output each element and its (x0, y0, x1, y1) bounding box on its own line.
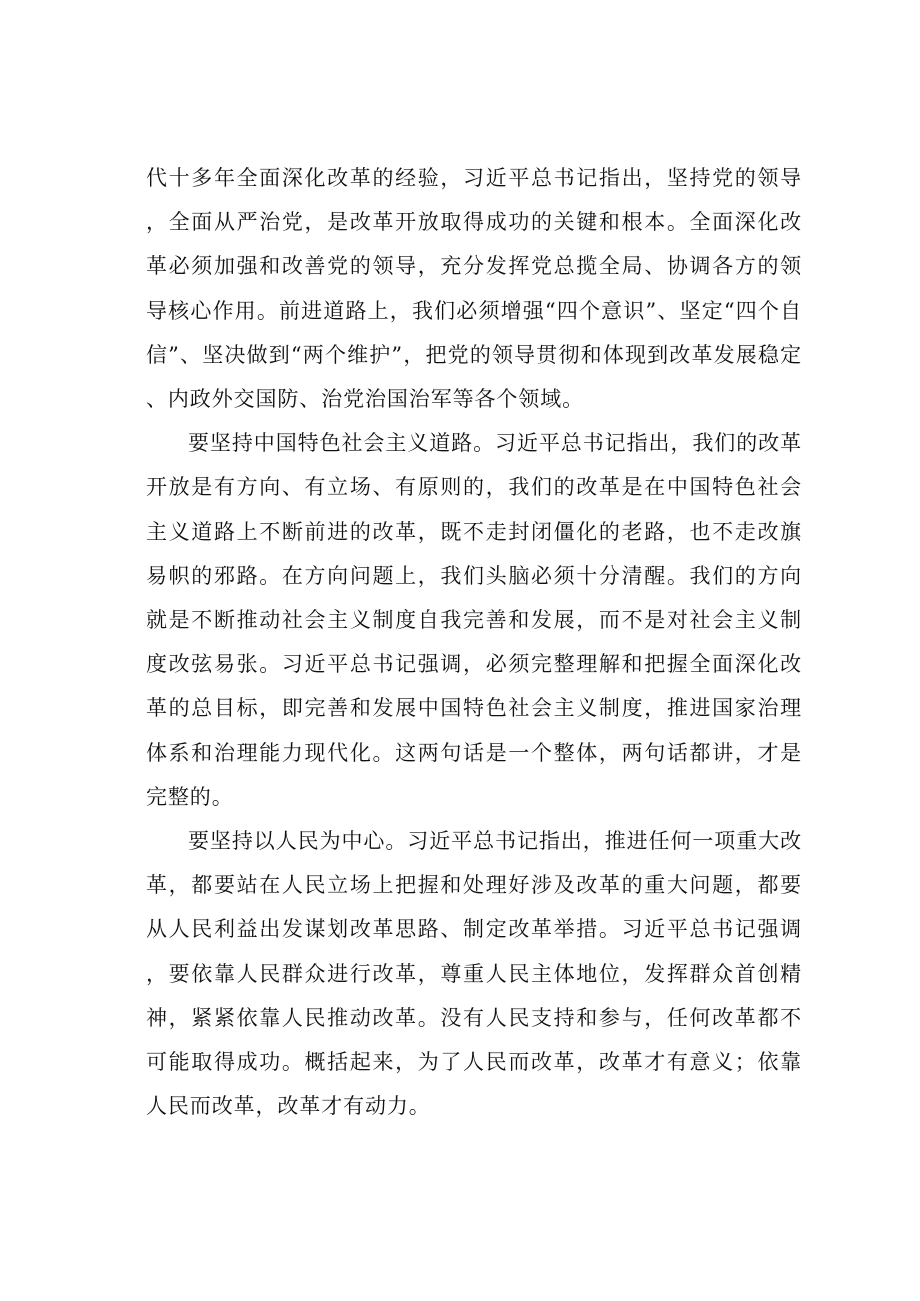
paragraph-continuation: 代十多年全面深化改革的经验，习近平总书记指出，坚持党的领导，全面从严治党，是改革开放取得成功的关键和根本。全面深化改革必须加强和改善党的领导，充分发挥党总揽全局、协调各方的领导核心作用。前进道路上，我们必须增强“四个意识”、坚定“四个自信”、坚决做到“两个维护”，把党的领导贯彻和体现到改革发展稳定、内政外交国防、治党治国治军等各个领域。 (146, 166, 802, 412)
paragraph-socialist-road: 要坚持中国特色社会主义道路。习近平总书记指出，我们的改革开放是有方向、有立场、有原则的，我们的改革是在中国特色社会主义道路上不断前进的改革，既不走封闭僵化的老路，也不走改旗易帜的邪路。在方向问题上，我们头脑必须十分清醒。我们的方向就是不断推动社会主义制度自我完善和发展，而不是对社会主义制度改弦易张。习近平总书记强调，必须完整理解和把握全面深化改革的总目标，即完善和发展中国特色社会主义制度，推进国家治理体系和治理能力现代化。这两句话是一个整体，两句话都讲，才是完整的。 (146, 431, 802, 809)
document-page (146, 156, 802, 1128)
paragraph-people-centered: 要坚持以人民为中心。习近平总书记指出，推进任何一项重大改革，都要站在人民立场上把握和处理好涉及改革的重大问题，都要从人民利益出发谋划改革思路、制定改革举措。习近平总书记强调，要依靠人民群众进行改革，尊重人民主体地位，发挥群众首创精神，紧紧依靠人民推动改革。没有人民支持和参与，任何改革都不可能取得成功。概括起来，为了人民而改革，改革才有意义；依靠人民而改革，改革才有动力。 (146, 829, 802, 1119)
